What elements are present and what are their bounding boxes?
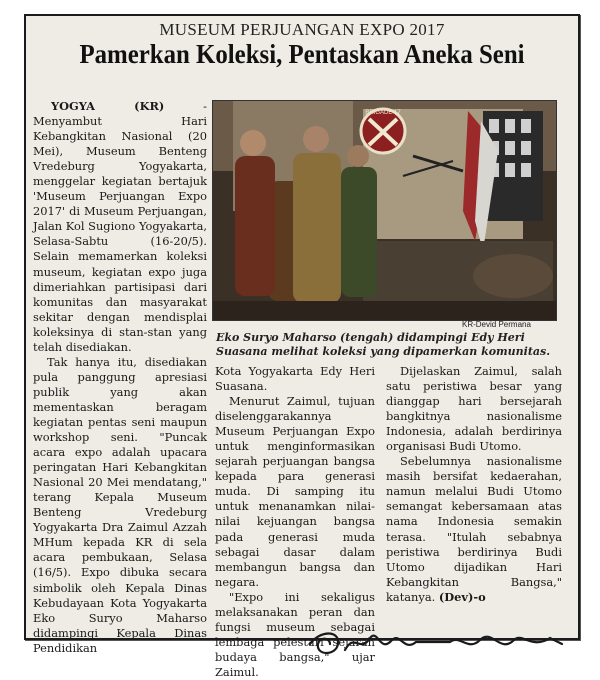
article-kicker: MUSEUM PERJUANGAN EXPO 2017 [159, 20, 445, 39]
handwritten-signature [300, 630, 570, 658]
photo-caption: Eko Suryo Maharso (tengah) didampingi Edy Heri Suasana melihat koleksi yang dipamerkan komunitas. [216, 331, 551, 358]
article-column-3 [386, 364, 562, 605]
paragraph-5: "Expo ini sekaligus melaksanakan peran dan fungsi museum sebagai lembaga pelestari sejarah budaya bangsa," ujar Zaimul. [215, 589, 375, 679]
paragraph-1-text: - Menyambut Hari Kebangkitan Nasional (20 Mei), Museum Benteng Vredeburg Yogyakarta, menggelar kegiatan bertajuk 'Museum Perjuangan Expo 2017' di Museum Perjuangan, Jalan Kol Sugiono Yogyakarta, Selasa-Sabtu (16-20/5). Selain memamerkan koleksi museum, kegiatan expo juga dimeriahkan partisipasi dari komunitas dan masyarakat sekitar dengan mendisplai koleksinya di stan-stan yang telah disediakan. [33, 99, 207, 354]
paragraph-7-text: Sebelumnya nasionalisme masih bersifat kedaerahan, namun melalui Budi Utomo semangat kebersamaan atas nama Indonesia semakin terasa. "Itulah sebabnya peristiwa berdirinya Budi Utomo dijadikan Hari Kebangkitan Bangsa," katanya. [386, 454, 562, 604]
paragraph-7 [386, 454, 562, 604]
paragraph-2: Tak hanya itu, disediakan pula panggung apresiasi publik yang akan mementaskan beragam kegiatan pentas seni maupun workshop seni. "Puncak acara expo adalah upacara peringatan Hari Kebangkitan Nasional 20 Mei mendatang," terang Kepala Museum Benteng Vredeburg Yogyakarta Dra Zaimul Azzah MHum kepada KR di sela acara pembukaan, Selasa (16/5). Expo dibuka secara simbolik oleh Kepala Dinas Kebudayaan Kota Yogyakarta Eko Suryo Maharso didampingi Kepala Dinas Pendidikan [33, 354, 207, 655]
article-photo [212, 100, 557, 321]
paragraph-1 [33, 99, 207, 355]
article-column-1 [33, 99, 207, 656]
article-headline: Pamerkan Koleksi, Pentaskan Aneka Seni [79, 39, 525, 69]
museum-sign-text: BRIGADE 17 [365, 110, 401, 116]
paragraph-4: Menurut Zaimul, tujuan diselenggarakannya Museum Perjuangan Expo untuk menginformasikan sejarah perjuangan bangsa kepada para generasi muda. Di samping itu untuk menanamkan nilai-nilai kejuangan bangsa pada generasi muda sebagai dasar dalam membangun bangsa dan negara. [215, 394, 375, 589]
museum-exhibition-photo [213, 101, 556, 320]
newspaper-clipping [24, 14, 580, 679]
paragraph-6: Dijelaskan Zaimul, salah satu peristiwa besar yang dianggap hari bersejarah bangkitnya nasionalisme Indonesia, adalah berdirinya organisasi Budi Utomo. [386, 364, 562, 454]
author-sign: (Dev)-o [438, 589, 486, 604]
dateline: YOGYA (KR) [51, 99, 165, 113]
photo-credit: KR-Devid Permana [462, 320, 531, 329]
paragraph-3: Kota Yogyakarta Edy Heri Suasana. [215, 364, 375, 394]
